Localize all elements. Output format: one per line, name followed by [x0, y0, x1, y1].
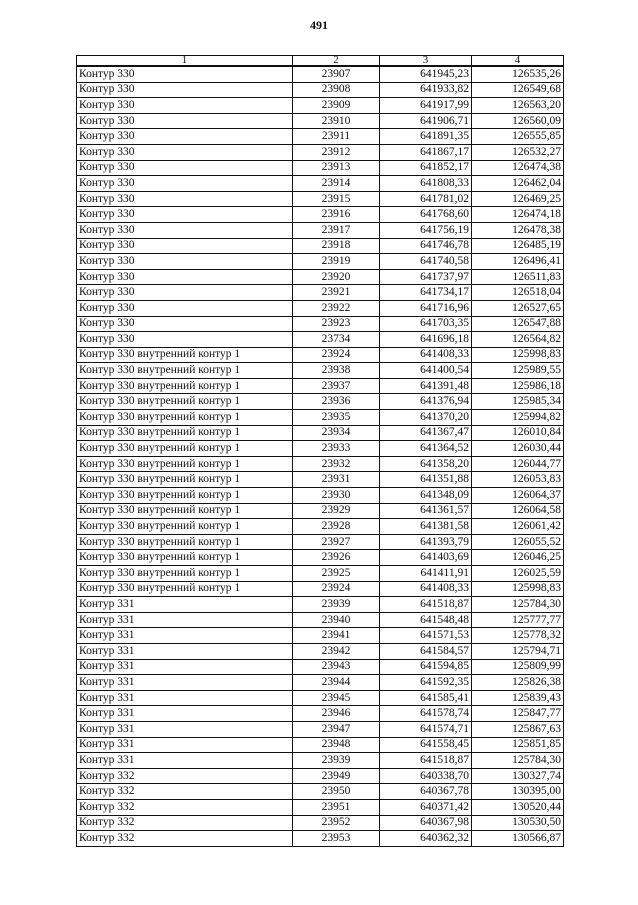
- contour-name-cell: Контур 330: [77, 254, 293, 270]
- point-number-cell: 23917: [293, 222, 380, 238]
- table-row: [77, 488, 564, 504]
- contour-name-cell: Контур 331: [77, 659, 293, 675]
- table-header-row: [77, 56, 564, 67]
- x-coordinate-cell: 641584,57: [380, 643, 472, 659]
- contour-name-cell: Контур 330 внутренний контур 1: [77, 456, 293, 472]
- contour-name-cell: Контур 330 внутренний контур 1: [77, 566, 293, 582]
- contour-name-cell: Контур 330: [77, 113, 293, 129]
- table-row: [77, 534, 564, 550]
- table-row: [77, 831, 564, 847]
- x-coordinate-cell: 641867,17: [380, 144, 472, 160]
- point-number-cell: 23937: [293, 378, 380, 394]
- contour-name-cell: Контур 330: [77, 285, 293, 301]
- x-coordinate-cell: 641518,87: [380, 597, 472, 613]
- point-number-cell: 23942: [293, 643, 380, 659]
- column-header-1: 1: [77, 56, 293, 67]
- x-coordinate-cell: 641381,58: [380, 519, 472, 535]
- point-number-cell: 23945: [293, 690, 380, 706]
- contour-name-cell: Контур 330 внутренний контур 1: [77, 394, 293, 410]
- page-number: 491: [310, 18, 328, 32]
- table-body: [77, 66, 564, 846]
- table-row: [77, 285, 564, 301]
- x-coordinate-cell: 641518,87: [380, 753, 472, 769]
- x-coordinate-cell: 641891,35: [380, 129, 472, 145]
- x-coordinate-cell: 641756,19: [380, 222, 472, 238]
- column-header-3: 3: [380, 56, 472, 67]
- y-coordinate-cell: 126511,83: [472, 269, 564, 285]
- point-number-cell: 23911: [293, 129, 380, 145]
- table-row: [77, 98, 564, 114]
- y-coordinate-cell: 125777,77: [472, 612, 564, 628]
- point-number-cell: 23734: [293, 332, 380, 348]
- point-number-cell: 23924: [293, 581, 380, 597]
- x-coordinate-cell: 640338,70: [380, 768, 472, 784]
- point-number-cell: 23948: [293, 737, 380, 753]
- x-coordinate-cell: 641906,71: [380, 113, 472, 129]
- contour-name-cell: Контур 331: [77, 753, 293, 769]
- y-coordinate-cell: 125778,32: [472, 628, 564, 644]
- point-number-cell: 23930: [293, 488, 380, 504]
- table-row: [77, 66, 564, 82]
- table-row: [77, 191, 564, 207]
- column-header-4: 4: [472, 56, 564, 67]
- y-coordinate-cell: 126535,26: [472, 66, 564, 82]
- y-coordinate-cell: 126560,09: [472, 113, 564, 129]
- x-coordinate-cell: 641808,33: [380, 176, 472, 192]
- point-number-cell: 23949: [293, 768, 380, 784]
- y-coordinate-cell: 126474,38: [472, 160, 564, 176]
- x-coordinate-cell: 641578,74: [380, 706, 472, 722]
- x-coordinate-cell: 641740,58: [380, 254, 472, 270]
- point-number-cell: 23914: [293, 176, 380, 192]
- y-coordinate-cell: 126462,04: [472, 176, 564, 192]
- point-number-cell: 23928: [293, 519, 380, 535]
- column-header-2: 2: [293, 56, 380, 67]
- table-row: [77, 659, 564, 675]
- table-row: [77, 410, 564, 426]
- table-row: [77, 332, 564, 348]
- point-number-cell: 23939: [293, 753, 380, 769]
- table-row: [77, 566, 564, 582]
- x-coordinate-cell: 641852,17: [380, 160, 472, 176]
- contour-name-cell: Контур 330: [77, 144, 293, 160]
- contour-name-cell: Контур 331: [77, 721, 293, 737]
- contour-name-cell: Контур 330 внутренний контур 1: [77, 488, 293, 504]
- y-coordinate-cell: 126064,58: [472, 503, 564, 519]
- table-row: [77, 363, 564, 379]
- y-coordinate-cell: 125989,55: [472, 363, 564, 379]
- point-number-cell: 23936: [293, 394, 380, 410]
- y-coordinate-cell: 126061,42: [472, 519, 564, 535]
- x-coordinate-cell: 641403,69: [380, 550, 472, 566]
- y-coordinate-cell: 126469,25: [472, 191, 564, 207]
- point-number-cell: 23935: [293, 410, 380, 426]
- y-coordinate-cell: 126549,68: [472, 82, 564, 98]
- table-row: [77, 176, 564, 192]
- contour-name-cell: Контур 330: [77, 332, 293, 348]
- y-coordinate-cell: 125998,83: [472, 347, 564, 363]
- table-row: [77, 394, 564, 410]
- y-coordinate-cell: 130566,87: [472, 831, 564, 847]
- table-row: [77, 300, 564, 316]
- point-number-cell: 23934: [293, 425, 380, 441]
- point-number-cell: 23915: [293, 191, 380, 207]
- point-number-cell: 23910: [293, 113, 380, 129]
- point-number-cell: 23923: [293, 316, 380, 332]
- table-row: [77, 238, 564, 254]
- table-row: [77, 597, 564, 613]
- table-row: [77, 113, 564, 129]
- x-coordinate-cell: 641358,20: [380, 456, 472, 472]
- x-coordinate-cell: 641933,82: [380, 82, 472, 98]
- contour-name-cell: Контур 330 внутренний контур 1: [77, 410, 293, 426]
- y-coordinate-cell: 125851,85: [472, 737, 564, 753]
- x-coordinate-cell: 641361,57: [380, 503, 472, 519]
- contour-name-cell: Контур 331: [77, 612, 293, 628]
- point-number-cell: 23944: [293, 675, 380, 691]
- y-coordinate-cell: 125809,99: [472, 659, 564, 675]
- table-row: [77, 612, 564, 628]
- x-coordinate-cell: 640367,98: [380, 815, 472, 831]
- point-number-cell: 23953: [293, 831, 380, 847]
- contour-name-cell: Контур 330: [77, 207, 293, 223]
- point-number-cell: 23931: [293, 472, 380, 488]
- table-row: [77, 815, 564, 831]
- coordinates-table: [76, 55, 564, 847]
- table-row: [77, 316, 564, 332]
- table-row: [77, 472, 564, 488]
- point-number-cell: 23922: [293, 300, 380, 316]
- table-row: [77, 784, 564, 800]
- contour-name-cell: Контур 330: [77, 269, 293, 285]
- contour-name-cell: Контур 330: [77, 238, 293, 254]
- x-coordinate-cell: 641716,96: [380, 300, 472, 316]
- contour-name-cell: Контур 331: [77, 737, 293, 753]
- y-coordinate-cell: 126478,38: [472, 222, 564, 238]
- table-row: [77, 799, 564, 815]
- table-row: [77, 643, 564, 659]
- contour-name-cell: Контур 330: [77, 129, 293, 145]
- point-number-cell: 23908: [293, 82, 380, 98]
- y-coordinate-cell: 126527,65: [472, 300, 564, 316]
- table-row: [77, 690, 564, 706]
- contour-name-cell: Контур 332: [77, 831, 293, 847]
- contour-name-cell: Контур 330 внутренний контур 1: [77, 534, 293, 550]
- point-number-cell: 23947: [293, 721, 380, 737]
- point-number-cell: 23919: [293, 254, 380, 270]
- x-coordinate-cell: 641408,33: [380, 581, 472, 597]
- x-coordinate-cell: 641594,85: [380, 659, 472, 675]
- y-coordinate-cell: 130327,74: [472, 768, 564, 784]
- contour-name-cell: Контур 330 внутренний контур 1: [77, 581, 293, 597]
- y-coordinate-cell: 126496,41: [472, 254, 564, 270]
- y-coordinate-cell: 125867,63: [472, 721, 564, 737]
- point-number-cell: 23927: [293, 534, 380, 550]
- table-row: [77, 222, 564, 238]
- point-number-cell: 23938: [293, 363, 380, 379]
- contour-name-cell: Контур 330 внутренний контур 1: [77, 503, 293, 519]
- point-number-cell: 23907: [293, 66, 380, 82]
- point-number-cell: 23926: [293, 550, 380, 566]
- table-row: [77, 425, 564, 441]
- contour-name-cell: Контур 331: [77, 690, 293, 706]
- point-number-cell: 23941: [293, 628, 380, 644]
- table-row: [77, 706, 564, 722]
- x-coordinate-cell: 641737,97: [380, 269, 472, 285]
- x-coordinate-cell: 641746,78: [380, 238, 472, 254]
- y-coordinate-cell: 125794,71: [472, 643, 564, 659]
- contour-name-cell: Контур 330 внутренний контур 1: [77, 472, 293, 488]
- contour-name-cell: Контур 332: [77, 799, 293, 815]
- contour-name-cell: Контур 330 внутренний контур 1: [77, 519, 293, 535]
- contour-name-cell: Контур 330 внутренний контур 1: [77, 441, 293, 457]
- y-coordinate-cell: 130530,50: [472, 815, 564, 831]
- x-coordinate-cell: 641734,17: [380, 285, 472, 301]
- point-number-cell: 23916: [293, 207, 380, 223]
- y-coordinate-cell: 126547,88: [472, 316, 564, 332]
- point-number-cell: 23924: [293, 347, 380, 363]
- contour-name-cell: Контур 330 внутренний контур 1: [77, 550, 293, 566]
- x-coordinate-cell: 641400,54: [380, 363, 472, 379]
- y-coordinate-cell: 125826,38: [472, 675, 564, 691]
- contour-name-cell: Контур 331: [77, 675, 293, 691]
- y-coordinate-cell: 126518,04: [472, 285, 564, 301]
- contour-name-cell: Контур 330 внутренний контур 1: [77, 363, 293, 379]
- contour-name-cell: Контур 330: [77, 300, 293, 316]
- y-coordinate-cell: 126044,77: [472, 456, 564, 472]
- point-number-cell: 23951: [293, 799, 380, 815]
- x-coordinate-cell: 641781,02: [380, 191, 472, 207]
- x-coordinate-cell: 641592,35: [380, 675, 472, 691]
- table-row: [77, 129, 564, 145]
- contour-name-cell: Контур 330: [77, 316, 293, 332]
- point-number-cell: 23950: [293, 784, 380, 800]
- point-number-cell: 23925: [293, 566, 380, 582]
- y-coordinate-cell: 125784,30: [472, 597, 564, 613]
- x-coordinate-cell: 641364,52: [380, 441, 472, 457]
- x-coordinate-cell: 641574,71: [380, 721, 472, 737]
- table-row: [77, 82, 564, 98]
- x-coordinate-cell: 641703,35: [380, 316, 472, 332]
- y-coordinate-cell: 125847,77: [472, 706, 564, 722]
- contour-name-cell: Контур 331: [77, 597, 293, 613]
- table-row: [77, 456, 564, 472]
- point-number-cell: 23921: [293, 285, 380, 301]
- point-number-cell: 23933: [293, 441, 380, 457]
- table-row: [77, 378, 564, 394]
- table-row: [77, 737, 564, 753]
- y-coordinate-cell: 126046,25: [472, 550, 564, 566]
- y-coordinate-cell: 125784,30: [472, 753, 564, 769]
- y-coordinate-cell: 125985,34: [472, 394, 564, 410]
- y-coordinate-cell: 126532,27: [472, 144, 564, 160]
- point-number-cell: 23918: [293, 238, 380, 254]
- y-coordinate-cell: 126025,59: [472, 566, 564, 582]
- contour-name-cell: Контур 330: [77, 82, 293, 98]
- table-row: [77, 721, 564, 737]
- y-coordinate-cell: 125839,43: [472, 690, 564, 706]
- x-coordinate-cell: 640362,32: [380, 831, 472, 847]
- y-coordinate-cell: 126474,18: [472, 207, 564, 223]
- x-coordinate-cell: 640371,42: [380, 799, 472, 815]
- point-number-cell: 23946: [293, 706, 380, 722]
- y-coordinate-cell: 125986,18: [472, 378, 564, 394]
- table-row: [77, 519, 564, 535]
- x-coordinate-cell: 641367,47: [380, 425, 472, 441]
- table-row: [77, 753, 564, 769]
- x-coordinate-cell: 641917,99: [380, 98, 472, 114]
- x-coordinate-cell: 641585,41: [380, 690, 472, 706]
- table-row: [77, 207, 564, 223]
- x-coordinate-cell: 641370,20: [380, 410, 472, 426]
- contour-name-cell: Контур 332: [77, 768, 293, 784]
- y-coordinate-cell: 126555,85: [472, 129, 564, 145]
- x-coordinate-cell: 641571,53: [380, 628, 472, 644]
- x-coordinate-cell: 641411,91: [380, 566, 472, 582]
- point-number-cell: 23929: [293, 503, 380, 519]
- contour-name-cell: Контур 330: [77, 191, 293, 207]
- x-coordinate-cell: 641408,33: [380, 347, 472, 363]
- y-coordinate-cell: 126563,20: [472, 98, 564, 114]
- table-row: [77, 550, 564, 566]
- y-coordinate-cell: 126055,52: [472, 534, 564, 550]
- table-row: [77, 581, 564, 597]
- x-coordinate-cell: 641376,94: [380, 394, 472, 410]
- y-coordinate-cell: 125998,83: [472, 581, 564, 597]
- contour-name-cell: Контур 330 внутренний контур 1: [77, 425, 293, 441]
- table-row: [77, 675, 564, 691]
- y-coordinate-cell: 126485,19: [472, 238, 564, 254]
- contour-name-cell: Контур 330 внутренний контур 1: [77, 347, 293, 363]
- y-coordinate-cell: 126030,44: [472, 441, 564, 457]
- contour-name-cell: Контур 331: [77, 706, 293, 722]
- point-number-cell: 23943: [293, 659, 380, 675]
- contour-name-cell: Контур 331: [77, 643, 293, 659]
- x-coordinate-cell: 641558,45: [380, 737, 472, 753]
- y-coordinate-cell: 130395,00: [472, 784, 564, 800]
- point-number-cell: 23920: [293, 269, 380, 285]
- x-coordinate-cell: 641696,18: [380, 332, 472, 348]
- x-coordinate-cell: 641351,88: [380, 472, 472, 488]
- y-coordinate-cell: 125994,82: [472, 410, 564, 426]
- y-coordinate-cell: 126053,83: [472, 472, 564, 488]
- contour-name-cell: Контур 332: [77, 815, 293, 831]
- contour-name-cell: Контур 330 внутренний контур 1: [77, 378, 293, 394]
- point-number-cell: 23912: [293, 144, 380, 160]
- x-coordinate-cell: 641391,48: [380, 378, 472, 394]
- table-row: [77, 269, 564, 285]
- contour-name-cell: Контур 330: [77, 176, 293, 192]
- table-row: [77, 628, 564, 644]
- x-coordinate-cell: 641945,23: [380, 66, 472, 82]
- point-number-cell: 23909: [293, 98, 380, 114]
- table-row: [77, 441, 564, 457]
- point-number-cell: 23913: [293, 160, 380, 176]
- table-row: [77, 160, 564, 176]
- contour-name-cell: Контур 330: [77, 160, 293, 176]
- y-coordinate-cell: 126010,84: [472, 425, 564, 441]
- x-coordinate-cell: 640367,78: [380, 784, 472, 800]
- contour-name-cell: Контур 330: [77, 66, 293, 82]
- x-coordinate-cell: 641768,60: [380, 207, 472, 223]
- table-row: [77, 254, 564, 270]
- x-coordinate-cell: 641548,48: [380, 612, 472, 628]
- x-coordinate-cell: 641393,79: [380, 534, 472, 550]
- y-coordinate-cell: 130520,44: [472, 799, 564, 815]
- contour-name-cell: Контур 331: [77, 628, 293, 644]
- point-number-cell: 23940: [293, 612, 380, 628]
- point-number-cell: 23932: [293, 456, 380, 472]
- table-row: [77, 503, 564, 519]
- contour-name-cell: Контур 330: [77, 98, 293, 114]
- y-coordinate-cell: 126064,37: [472, 488, 564, 504]
- x-coordinate-cell: 641348,09: [380, 488, 472, 504]
- contour-name-cell: Контур 330: [77, 222, 293, 238]
- contour-name-cell: Контур 332: [77, 784, 293, 800]
- y-coordinate-cell: 126564,82: [472, 332, 564, 348]
- point-number-cell: 23952: [293, 815, 380, 831]
- table-row: [77, 144, 564, 160]
- point-number-cell: 23939: [293, 597, 380, 613]
- table-row: [77, 347, 564, 363]
- table-row: [77, 768, 564, 784]
